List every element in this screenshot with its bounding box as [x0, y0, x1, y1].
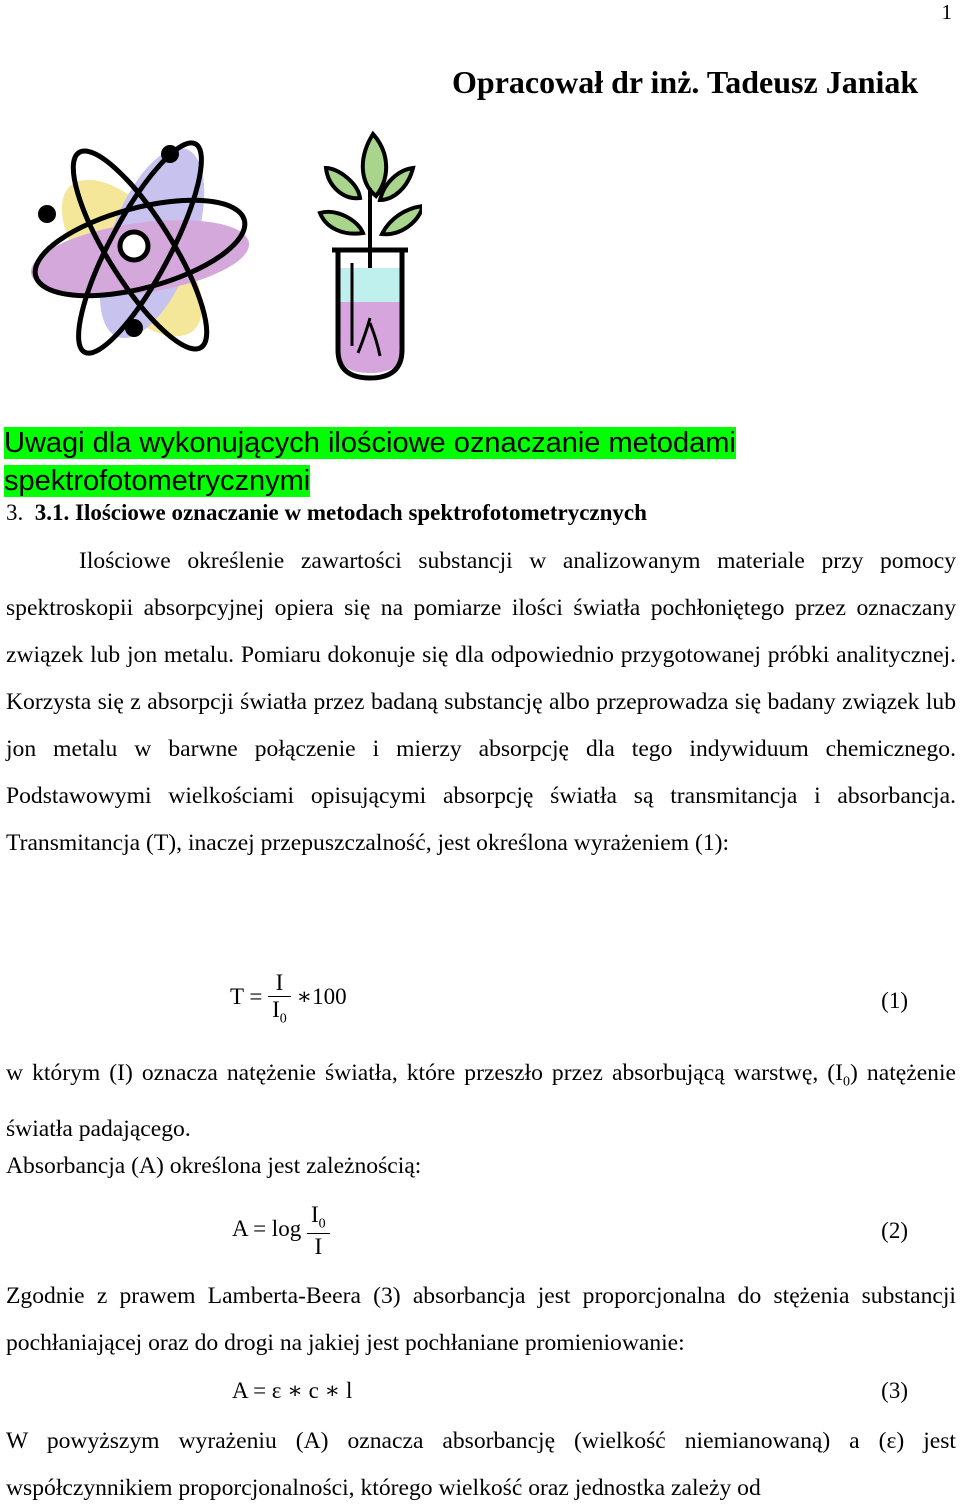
section-title-text: 3.1. Ilościowe oznaczanie w metodach spektrofotometrycznych — [34, 500, 647, 525]
eq2-lhs: A = log — [232, 1216, 302, 1242]
paragraph-absorbance: Absorbancja (A) określona jest zależnością: — [6, 1153, 422, 1179]
section-number: 3. — [6, 500, 24, 525]
paragraph-lambert-beer: Zgodnie z prawem Lamberta-Beera (3) absorbancja jest proporcjonalna do stężenia substancji pochłaniającej oraz do drogi na jakiej jest pochłaniane promieniowanie: — [6, 1283, 956, 1356]
eq2-numerator: $I_0$ — [310, 1202, 326, 1232]
eq1-lhs: T = — [230, 984, 263, 1010]
author-line: Opracował dr inż. Tadeusz Janiak — [452, 64, 919, 100]
equation-1-number: (1) — [881, 988, 908, 1013]
equation-2 — [232, 1202, 330, 1260]
eq1-numerator: I — [275, 970, 284, 995]
eq2-fraction — [307, 1202, 330, 1260]
chemistry-illustration — [22, 128, 422, 388]
equation-1 — [230, 970, 347, 1028]
eq1-rhs: ∗100 — [296, 984, 347, 1010]
heading-text: Uwagi dla wykonujących ilościowe oznaczanie metodami spektrofotometrycznymi — [4, 427, 736, 497]
highlighted-heading — [4, 424, 960, 500]
eq2-denominator: I — [307, 1233, 330, 1260]
equation-3-number: (3) — [881, 1378, 908, 1403]
eq1-denominator: $I_0$ — [268, 996, 291, 1028]
paragraph-epsilon: W powyższym wyrażeniu (A) oznacza absorbancję (wielkość niemianowaną) a (ε) jest współczynnikiem proporcjonalności, którego wielkość oraz jednostka zależy od — [6, 1428, 956, 1501]
section-title — [6, 500, 647, 526]
equation-2-number: (2) — [881, 1218, 908, 1243]
eq1-fraction — [268, 970, 291, 1028]
page-number: 1 — [941, 0, 952, 24]
plant-test-tube-icon — [320, 134, 422, 378]
atom-icon — [25, 130, 254, 367]
paragraph-intro: Ilościowe określenie zawartości substancji w analizowanym materiale przy pomocy spektroskopii absorpcyjnej opiera się na pomiarze ilości światła pochłoniętego przez oznaczany związek lub jon metalu. Pomiaru dokonuje się dla odpowiednio przygotowanej próbki analitycznej. Korzysta się z absorpcji światła przez badaną substancję albo przeprowadza się badany związek lub jon metalu w barwne połączenie i mierzy absorpcję dla tego indywiduum chemicznego. Podstawowymi wielkościami opisującymi absorpcję światła są transmitancja i absorbancja. Transmitancja (T), inaczej przepuszczalność, jest określona wyrażeniem (1): — [6, 548, 956, 856]
paragraph-intensity: w którym (I) oznacza natężenie światła, które przeszło przez absorbującą warstwę, $(I_0)$ natężenie światła padającego. — [6, 1060, 956, 1142]
equation-3: A = ε ∗ c ∗ l — [232, 1378, 353, 1403]
